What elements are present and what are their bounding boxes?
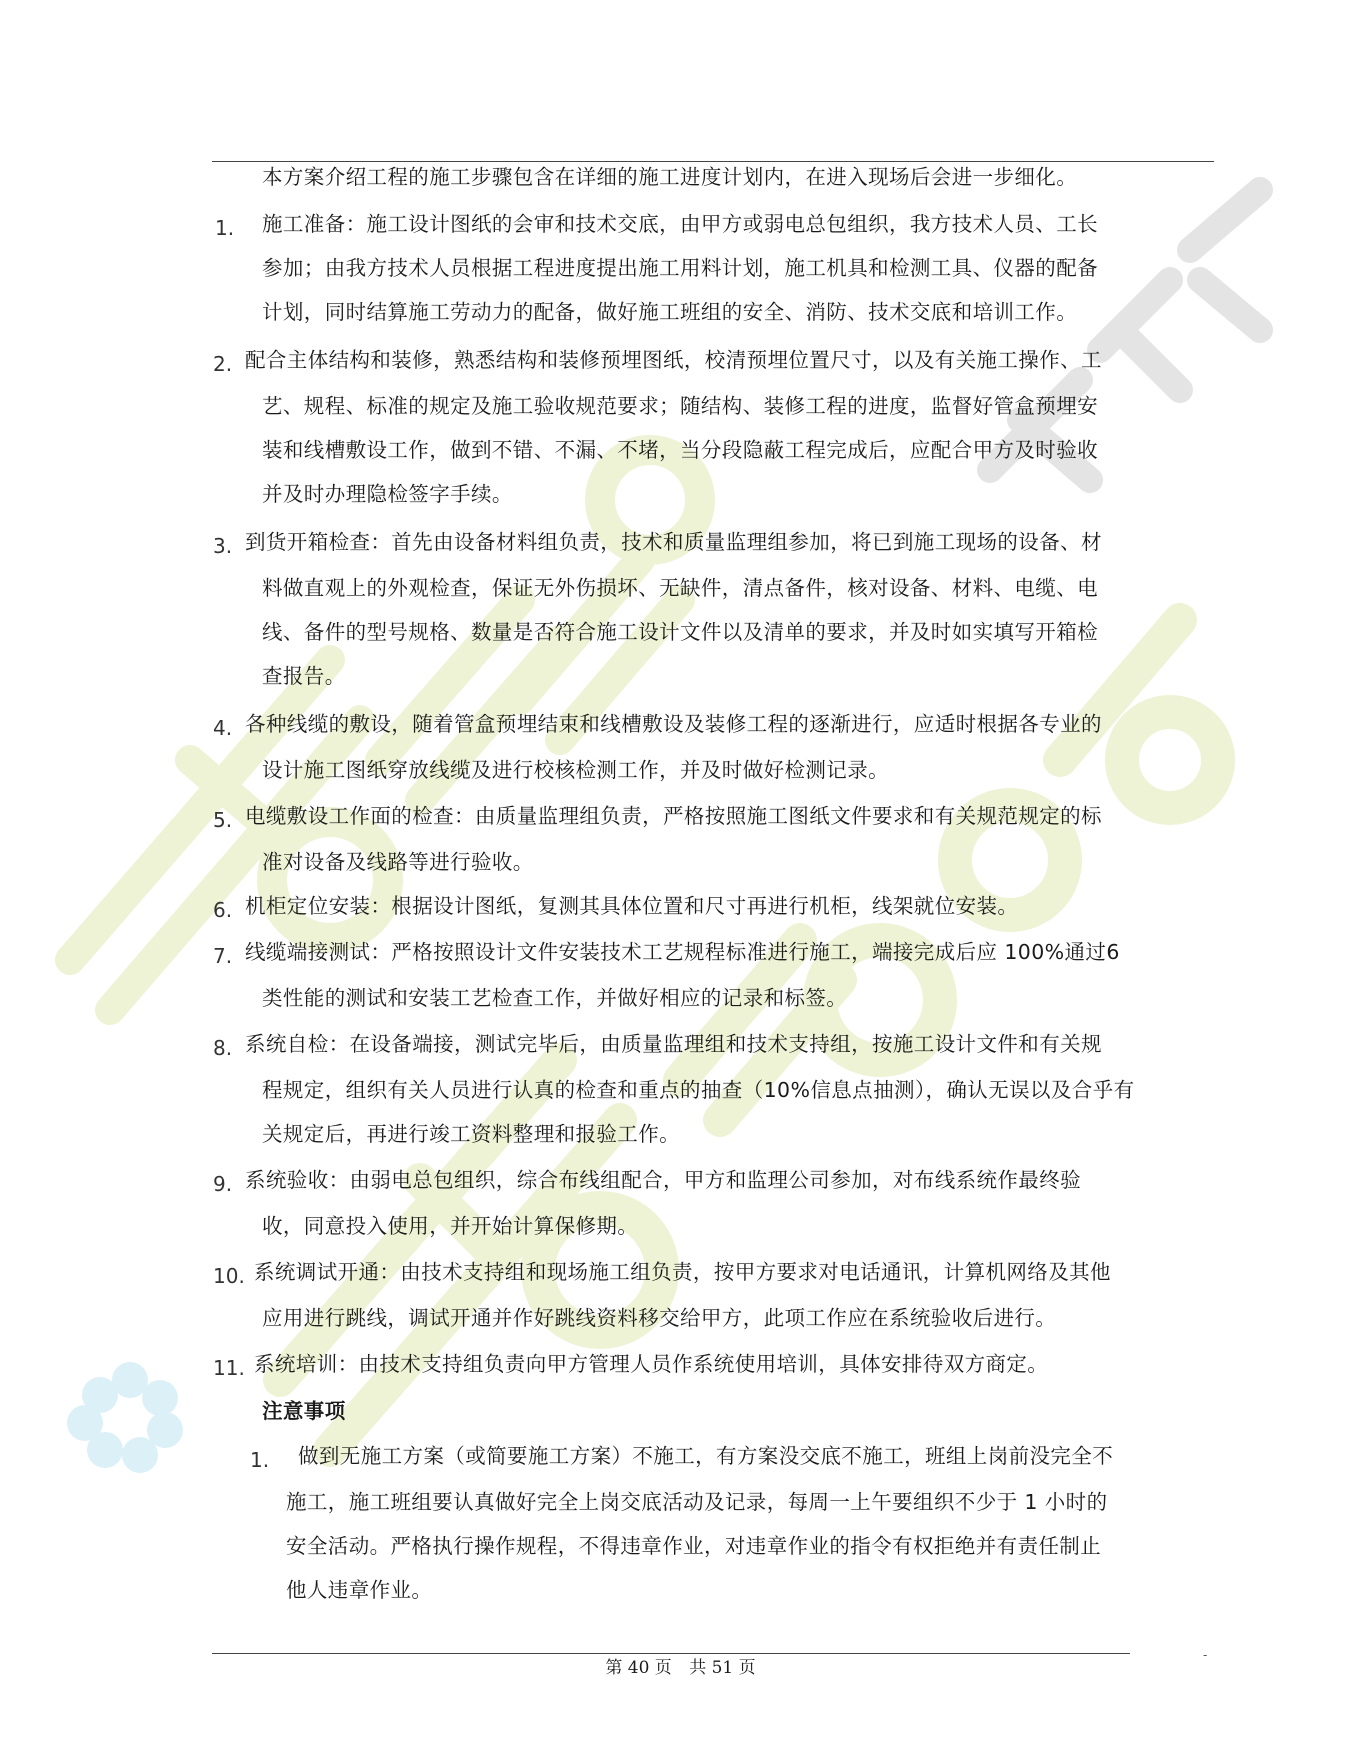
list-item-number: 2.: [213, 352, 233, 376]
list-item-line: 线、备件的型号规格、数量是否符合施工设计文件以及清单的要求，并及时如实填写开箱检: [262, 620, 1098, 644]
list-item-line: 并及时办理隐检签字手续。: [262, 482, 513, 506]
list-item-number: 1.: [215, 216, 235, 240]
list-item-number: 11.: [213, 1356, 245, 1380]
list-item-line: 应用进行跳线，调试开通并作好跳线资料移交给甲方，此项工作应在系统验收后进行。: [262, 1306, 1057, 1330]
list-item-number: 9.: [213, 1172, 233, 1196]
notice-item-line: 安全活动。严格执行操作规程，不得违章作业，对违章作业的指令有权拒绝并有责任制止: [286, 1534, 1102, 1558]
notice-item-line: 他人违章作业。: [286, 1578, 433, 1602]
list-item-line: 参加；由我方技术人员根据工程进度提出施工用料计划，施工机具和检测工具、仪器的配备: [262, 256, 1098, 280]
list-item-line: 程规定，组织有关人员进行认真的检查和重点的抽查（10%信息点抽测），确认无误以及合乎有: [262, 1078, 1135, 1102]
list-item-line: 系统自检：在设备端接，测试完毕后，由质量监理组和技术支持组，按施工设计文件和有关规: [245, 1032, 1102, 1056]
footer-rule: [212, 1653, 1130, 1654]
list-item-line: 查报告。: [262, 664, 346, 688]
list-item-line: 料做直观上的外观检查，保证无外伤损坏、无缺件，清点备件，核对设备、材料、电缆、电: [262, 576, 1098, 600]
list-item-line: 配合主体结构和装修，熟悉结构和装修预埋图纸，校清预埋位置尺寸，以及有关施工操作、工: [245, 348, 1102, 372]
list-item-line: 计划，同时结算施工劳动力的配备，做好施工班组的安全、消防、技术交底和培训工作。: [262, 300, 1078, 324]
notice-item-number: 1.: [250, 1448, 270, 1472]
list-item-number: 3.: [213, 534, 233, 558]
notice-heading: 注意事项: [262, 1399, 346, 1423]
list-item-line: 艺、规程、标准的规定及施工验收规范要求；随结构、装修工程的进度，监督好管盒预埋安: [262, 394, 1098, 418]
list-item-number: 5.: [213, 808, 233, 832]
list-item-line: 收，同意投入使用，并开始计算保修期。: [262, 1214, 639, 1238]
list-item-line: 装和线槽敷设工作，做到不错、不漏、不堵，当分段隐蔽工程完成后，应配合甲方及时验收: [262, 438, 1098, 462]
list-item-number: 10.: [213, 1264, 245, 1288]
list-item-line: 准对设备及线路等进行验收。: [262, 850, 534, 874]
list-item-line: 系统验收：由弱电总包组织，综合布线组配合，甲方和监理公司参加，对布线系统作最终验: [245, 1168, 1081, 1192]
list-item-line: 系统培训：由技术支持组负责向甲方管理人员作系统使用培训，具体安排待双方商定。: [254, 1352, 1049, 1376]
list-item-line: 关规定后，再进行竣工资料整理和报验工作。: [262, 1122, 680, 1146]
list-item-line: 系统调试开通：由技术支持组和现场施工组负责，按甲方要求对电话通讯，计算机网络及其他: [254, 1260, 1111, 1284]
page-total: 共 51 页: [689, 1658, 756, 1678]
page-number: 第 40 页: [605, 1658, 672, 1678]
corner-mark: -: [1203, 1648, 1208, 1662]
list-item-line: 类性能的测试和安装工艺检查工作，并做好相应的记录和标签。: [262, 986, 848, 1010]
page-footer: [0, 1656, 1361, 1680]
list-item-number: 7.: [213, 944, 233, 968]
intro-paragraph: 本方案介绍工程的施工步骤包含在详细的施工进度计划内，在进入现场后会进一步细化。: [262, 165, 1078, 189]
notice-item-line: 做到无施工方案（或简要施工方案）不施工，有方案没交底不施工，班组上岗前没完全不: [298, 1444, 1114, 1468]
list-item-number: 8.: [213, 1036, 233, 1060]
list-item-line: 各种线缆的敷设，随着管盒预埋结束和线槽敷设及装修工程的逐渐进行，应适时根据各专业的: [245, 712, 1102, 736]
list-item-line: 施工准备：施工设计图纸的会审和技术交底，由甲方或弱电总包组织，我方技术人员、工长: [262, 212, 1098, 236]
list-item-number: 4.: [213, 716, 233, 740]
list-item-line: 到货开箱检查：首先由设备材料组负责，技术和质量监理组参加，将已到施工现场的设备、材: [245, 530, 1102, 554]
list-item-line: 机柜定位安装：根据设计图纸，复测其具体位置和尺寸再进行机柜，线架就位安装。: [245, 894, 1019, 918]
notice-item-line: 施工，施工班组要认真做好完全上岗交底活动及记录，每周一上午要组织不少于 1 小时的: [286, 1490, 1108, 1514]
list-item-line: 线缆端接测试：严格按照设计文件安装技术工艺规程标准进行施工，端接完成后应 100%通过6: [245, 940, 1120, 964]
list-item-number: 6.: [213, 898, 233, 922]
list-item-line: 电缆敷设工作面的检查：由质量监理组负责，严格按照施工图纸文件要求和有关规范规定的标: [245, 804, 1102, 828]
list-item-line: 设计施工图纸穿放线缆及进行校核检测工作，并及时做好检测记录。: [262, 758, 889, 782]
